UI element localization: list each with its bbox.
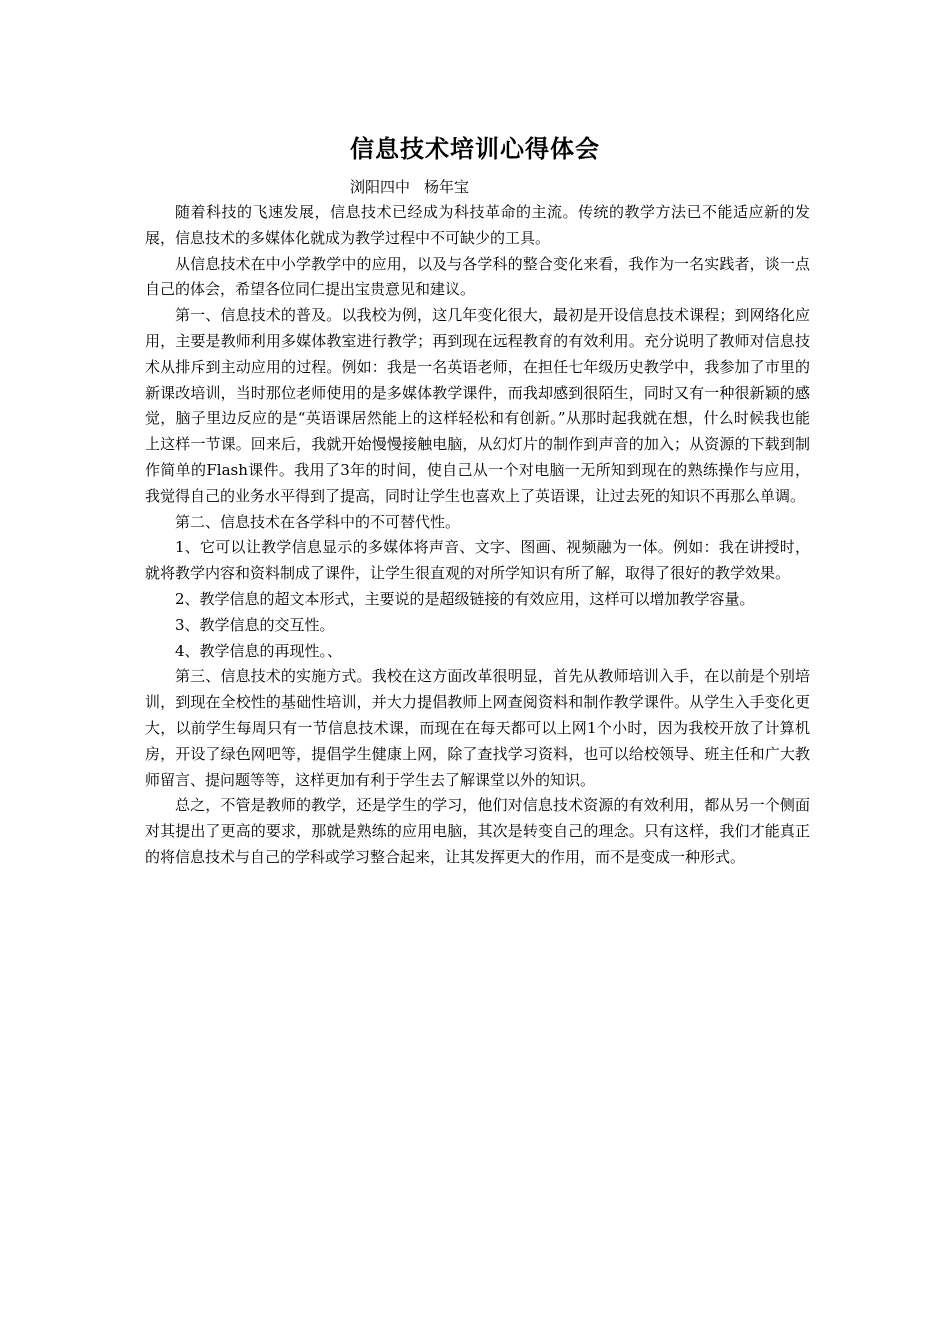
paragraph-item-4: 4、教学信息的再现性。、 [175,641,343,660]
paragraph-conclusion: 总之，不管是教师的教学，还是学生的学习，他们对信息技术资源的有效利用，都从另一个侧面对其提出了更高的要求，那就是熟练的应用电脑，其次是转变自己的理念。只有这样，我们才能真正的将信息技术与自己的学科或学习整合起来，让其发挥更大的作用，而不是变成一种形式。 [145,796,810,866]
paragraph-item-3: 3、教学信息的交互性。 [175,615,335,634]
byline [350,176,483,198]
byline-author: 杨年宝 [424,178,470,196]
paragraph-intro: 随着科技的飞速发展，信息技术已经成为科技革命的主流。传统的教学方法已不能适应新的发展，信息技术的多媒体化就成为教学过程中不可缺少的工具。 [145,203,810,247]
paragraph-item-2: 2、教学信息的超文本形式，主要说的是超级链接的有效应用，这样可以增加教学容量。 [175,589,755,608]
paragraph-point-two: 第二、信息技术在各学科中的不可替代性。 [175,512,461,531]
paragraph-point-three: 第三、信息技术的实施方式。我校在这方面改革很明显，首先从教师培训入手，在以前是个别培训，到现在全校性的基础性培训，并大力提倡教师上网查阅资料和制作教学课件。从学生入手变化更大，以前学生每周只有一节信息技术课，而现在在每天都可以上网1个小时，因为我校开放了计算机房，开设了绿色网吧等，提倡学生健康上网，除了查找学习资料，也可以给校领导、班主任和广大教师留言、提问题等等，这样更加有利于学生去了解课堂以外的知识。 [145,667,810,789]
byline-school: 浏阳四中 [350,178,411,196]
paragraph-item-1: 1、它可以让教学信息显示的多媒体将声音、文字、图画、视频融为一体。例如：我在讲授时，就将教学内容和资料制成了课件，让学生很直观的对所学知识有所了解，取得了很好的教学效果。 [145,538,810,583]
document-title: 信息技术培训心得体会 [350,134,600,163]
paragraph-practice: 从信息技术在中小学教学中的应用，以及与各学科的整合变化来看，我作为一名实践者，谈一点自己的体会，希望各位同仁提出宝贵意见和建议。 [145,254,810,299]
document-body [145,200,810,871]
paragraph-point-one: 第一、信息技术的普及。以我校为例，这几年变化很大，最初是开设信息技术课程；到网络化应用，主要是教师利用多媒体教室进行教学；再到现在远程教育的有效利用。充分说明了教师对信息技术从排斥到主动应用的过程。例如：我是一名英语老师，在担任七年级历史教学中，我参加了市里的新课改培训，当时那位老师使用的是多媒体教学课件，而我却感到很陌生，同时又有一种很新颖的感觉，脑子里边反应的是“英语课居然能上的这样轻松和有创新。”从那时起我就在想，什么时候我也能上这样一节课。回来后，我就开始慢慢接触电脑，从幻灯片的制作到声音的加入；从资源的下载到制作简单的Flash课件。我用了3年的时间，使自己从一个对电脑一无所知到现在的熟练操作与应用，我觉得自己的业务水平得到了提高，同时让学生也喜欢上了英语课，让过去死的知识不再那么单调。 [145,306,810,505]
